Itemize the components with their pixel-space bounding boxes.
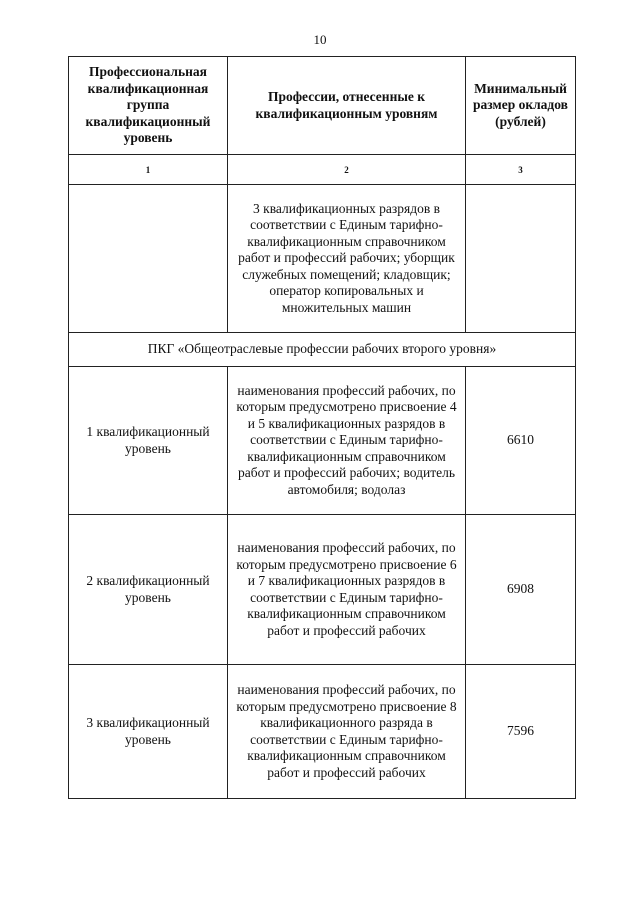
salary-table: [68, 56, 576, 799]
column-number: 2: [228, 155, 466, 185]
group-title: ПКГ «Общеотраслевые профессии рабочих второго уровня»: [69, 333, 576, 367]
level-cell: 3 квалификационный уровень: [69, 665, 228, 799]
level-cell: [69, 185, 228, 333]
salary-cell: 6610: [466, 367, 576, 515]
level-cell: 2 квалификационный уровень: [69, 515, 228, 665]
header-group-level: Профессиональная квалификационная группа квалификационный уровень: [69, 57, 228, 155]
table-row-continuation: [69, 185, 576, 333]
level-cell: 1 квалификационный уровень: [69, 367, 228, 515]
salary-cell: [466, 185, 576, 333]
header-row: [69, 57, 576, 155]
page-number: 10: [313, 32, 327, 47]
table-row: [69, 665, 576, 799]
professions-cell: наименования профессий рабочих, по которым предусмотрено присвоение 4 и 5 квалификационных разрядов в соответствии с Единым тарифно-квалификационным справочником работ и профессий рабочих; водитель автомобиля; водолаз: [228, 367, 466, 515]
professions-cell: 3 квалификационных разрядов в соответствии с Единым тарифно-квалификационным справочником работ и профессий рабочих; уборщик служебных помещений; кладовщик; оператор копировальных и множительных машин: [228, 185, 466, 333]
column-number-row: [69, 155, 576, 185]
professions-cell: наименования профессий рабочих, по которым предусмотрено присвоение 6 и 7 квалификационных разрядов в соответствии с Единым тарифно-квалификационным справочником работ и профессий рабочих: [228, 515, 466, 665]
header-professions: Профессии, отнесенные к квалификационным уровням: [228, 57, 466, 155]
group-title-row: [69, 333, 576, 367]
table-row: [69, 515, 576, 665]
column-number: 1: [69, 155, 228, 185]
professions-cell: наименования профессий рабочих, по которым предусмотрено присвоение 8 квалификационного разряда в соответствии с Единым тарифно-квалификационным справочником работ и профессий рабочих: [228, 665, 466, 799]
column-number: 3: [466, 155, 576, 185]
header-salary: Минимальный размер окладов (рублей): [466, 57, 576, 155]
salary-cell: 6908: [466, 515, 576, 665]
salary-cell: 7596: [466, 665, 576, 799]
table-row: [69, 367, 576, 515]
